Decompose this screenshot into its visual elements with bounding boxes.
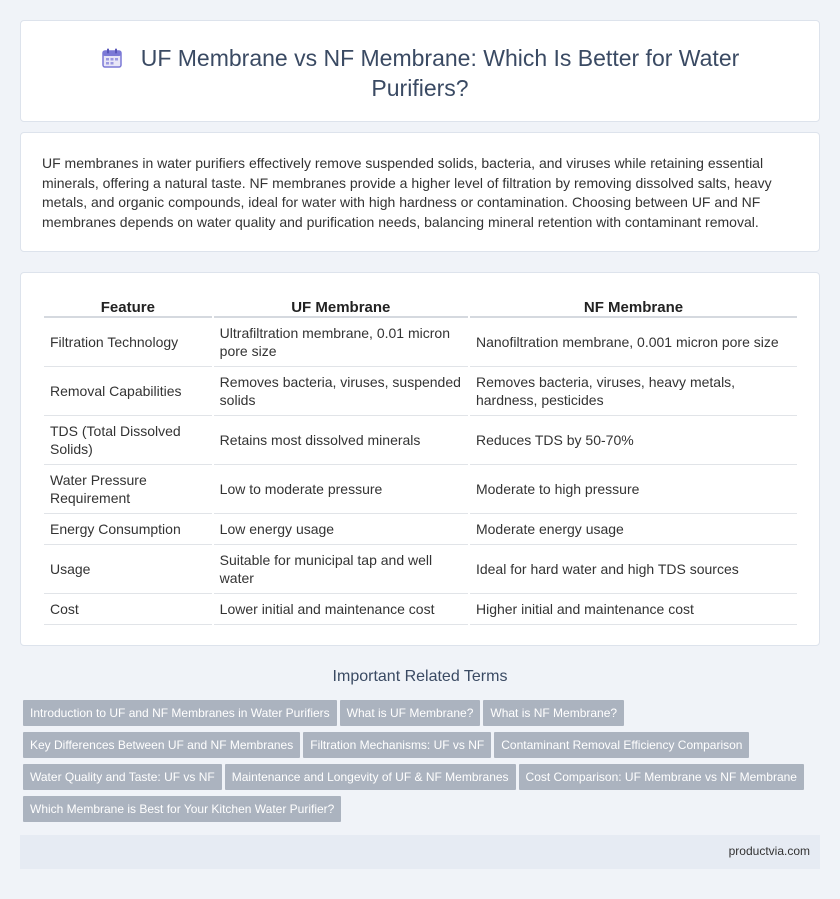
table-cell: Removes bacteria, viruses, suspended solids: [214, 367, 468, 416]
table-header: Feature: [44, 295, 212, 318]
table-cell: Energy Consumption: [44, 514, 212, 545]
related-term-tag[interactable]: Introduction to UF and NF Membranes in Water Purifiers: [23, 700, 337, 726]
comparison-table: [42, 295, 799, 625]
related-term-tag[interactable]: Cost Comparison: UF Membrane vs NF Membrane: [519, 764, 804, 790]
table-cell: Suitable for municipal tap and well water: [214, 545, 468, 594]
related-term-tag[interactable]: Filtration Mechanisms: UF vs NF: [303, 732, 491, 758]
footer-site-link[interactable]: productvia.com: [728, 844, 810, 858]
table-row: [44, 514, 797, 545]
related-terms-tags: [23, 700, 813, 828]
table-cell: TDS (Total Dissolved Solids): [44, 416, 212, 465]
table-cell: Moderate to high pressure: [470, 465, 797, 514]
table-cell: Usage: [44, 545, 212, 594]
page-title-wrap: [21, 43, 819, 103]
footer: [20, 835, 820, 869]
table-cell: Moderate energy usage: [470, 514, 797, 545]
table-header: UF Membrane: [214, 295, 468, 318]
table-row: [44, 465, 797, 514]
table-row: [44, 416, 797, 465]
title-card: [20, 20, 820, 122]
table-cell: Low to moderate pressure: [214, 465, 468, 514]
related-terms-title: Important Related Terms: [332, 668, 508, 685]
table-row: [44, 594, 797, 625]
table-cell: Low energy usage: [214, 514, 468, 545]
table-cell: Retains most dissolved minerals: [214, 416, 468, 465]
related-term-tag[interactable]: What is NF Membrane?: [483, 700, 624, 726]
table-cell: Lower initial and maintenance cost: [214, 594, 468, 625]
related-term-tag[interactable]: Contaminant Removal Efficiency Comparison: [494, 732, 749, 758]
table-cell: Removal Capabilities: [44, 367, 212, 416]
page-title: UF Membrane vs NF Membrane: Which Is Better for Water Purifiers?: [140, 45, 740, 101]
table-cell: Reduces TDS by 50-70%: [470, 416, 797, 465]
table-cell: Removes bacteria, viruses, heavy metals, hardness, pesticides: [470, 367, 797, 416]
table-row: [44, 545, 797, 594]
table-cell: Filtration Technology: [44, 318, 212, 367]
table-cell: Cost: [44, 594, 212, 625]
related-term-tag[interactable]: Maintenance and Longevity of UF & NF Membranes: [225, 764, 516, 790]
table-row: [44, 318, 797, 367]
related-term-tag[interactable]: Key Differences Between UF and NF Membranes: [23, 732, 300, 758]
table-cell: Ideal for hard water and high TDS sources: [470, 545, 797, 594]
table-cell: Nanofiltration membrane, 0.001 micron pore size: [470, 318, 797, 367]
calendar-icon: [101, 47, 123, 69]
table-cell: Higher initial and maintenance cost: [470, 594, 797, 625]
related-term-tag[interactable]: What is UF Membrane?: [340, 700, 481, 726]
summary-card: [20, 132, 820, 252]
table-header: NF Membrane: [470, 295, 797, 318]
related-term-tag[interactable]: Which Membrane is Best for Your Kitchen Water Purifier?: [23, 796, 341, 822]
related-term-tag[interactable]: Water Quality and Taste: UF vs NF: [23, 764, 222, 790]
comparison-table-card: [20, 272, 820, 646]
table-cell: Ultrafiltration membrane, 0.01 micron pore size: [214, 318, 468, 367]
summary-text: UF membranes in water purifiers effectively remove suspended solids, bacteria, and viruses while retaining essential minerals, offering a natural taste. NF membranes provide a higher level of filtration by removing dissolved salts, heavy metals, and organic compounds, ideal for water with high hardness or contamination. Choosing between UF and NF membranes depends on water quality and purification needs, balancing mineral retention with contaminant removal.: [42, 155, 772, 230]
table-cell: Water Pressure Requirement: [44, 465, 212, 514]
table-row: [44, 367, 797, 416]
